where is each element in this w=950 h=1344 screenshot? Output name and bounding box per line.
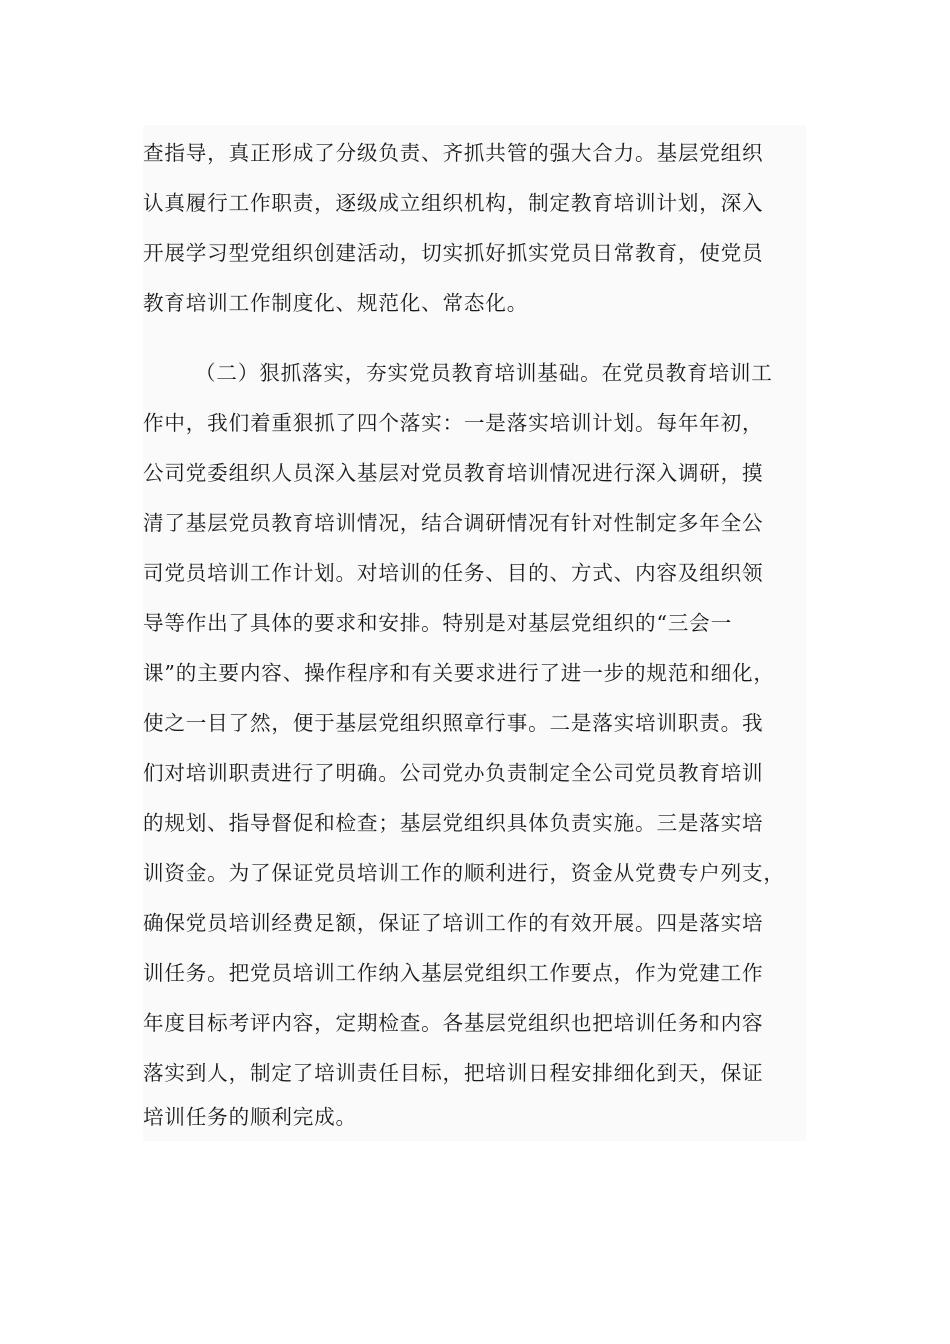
- paragraph-2-line-3: 公司党委组织人员深入基层对党员教育培训情况进行深入调研，摸: [143, 461, 764, 485]
- paragraph-2-line-2: 作中，我们着重狠抓了四个落实：一是落实培训计划。每年年初，: [143, 411, 764, 435]
- paragraph-2-line-4: 清了基层党员教育培训情况，结合调研情况有针对性制定多年全公: [143, 511, 764, 535]
- paragraph-1-line-1: 查指导，真正形成了分级负责、齐抓共管的强大合力。基层党组织: [143, 141, 764, 165]
- paragraph-2-line-7: 课”的主要内容、操作程序和有关要求进行了进一步的规范和细化，: [143, 661, 775, 685]
- paragraph-2-line-14: 年度目标考评内容，定期检查。各基层党组织也把培训任务和内容: [143, 1011, 764, 1035]
- paragraph-2-line-15: 落实到人，制定了培训责任目标，把培训日程安排细化到天，保证: [143, 1061, 764, 1085]
- paragraph-2-line-9: 们对培训职责进行了明确。公司党办负责制定全公司党员教育培训: [143, 761, 764, 785]
- paragraph-1-line-2: 认真履行工作职责，逐级成立组织机构，制定教育培训计划，深入: [143, 191, 764, 215]
- paragraph-2-line-8: 使之一目了然，便于基层党组织照章行事。二是落实培训职责。我: [143, 711, 764, 735]
- paragraph-1-line-4: 教育培训工作制度化、规范化、常态化。: [143, 291, 529, 315]
- paragraph-2-line-12: 确保党员培训经费足额，保证了培训工作的有效开展。四是落实培: [143, 911, 764, 935]
- paragraph-1-line-3: 开展学习型党组织创建活动，切实抓好抓实党员日常教育，使党员: [143, 241, 764, 265]
- paragraph-2-line-16: 培训任务的顺利完成。: [143, 1105, 357, 1129]
- paragraph-2-line-13: 训任务。把党员培训工作纳入基层党组织工作要点，作为党建工作: [143, 961, 764, 985]
- body-text: [143, 125, 806, 1141]
- paragraph-2-line-1: （二）狠抓落实，夯实党员教育培训基础。在党员教育培训工: [195, 361, 773, 385]
- paragraph-2-line-5: 司党员培训工作计划。对培训的任务、目的、方式、内容及组织领: [143, 561, 764, 585]
- paragraph-2-line-10: 的规划、指导督促和检查；基层党组织具体负责实施。三是落实培: [143, 811, 764, 835]
- paragraph-2-line-11: 训资金。为了保证党员培训工作的顺利进行，资金从党费专户列支，: [143, 861, 785, 885]
- paragraph-2-line-6: 导等作出了具体的要求和安排。特别是对基层党组织的“三会一: [143, 611, 732, 635]
